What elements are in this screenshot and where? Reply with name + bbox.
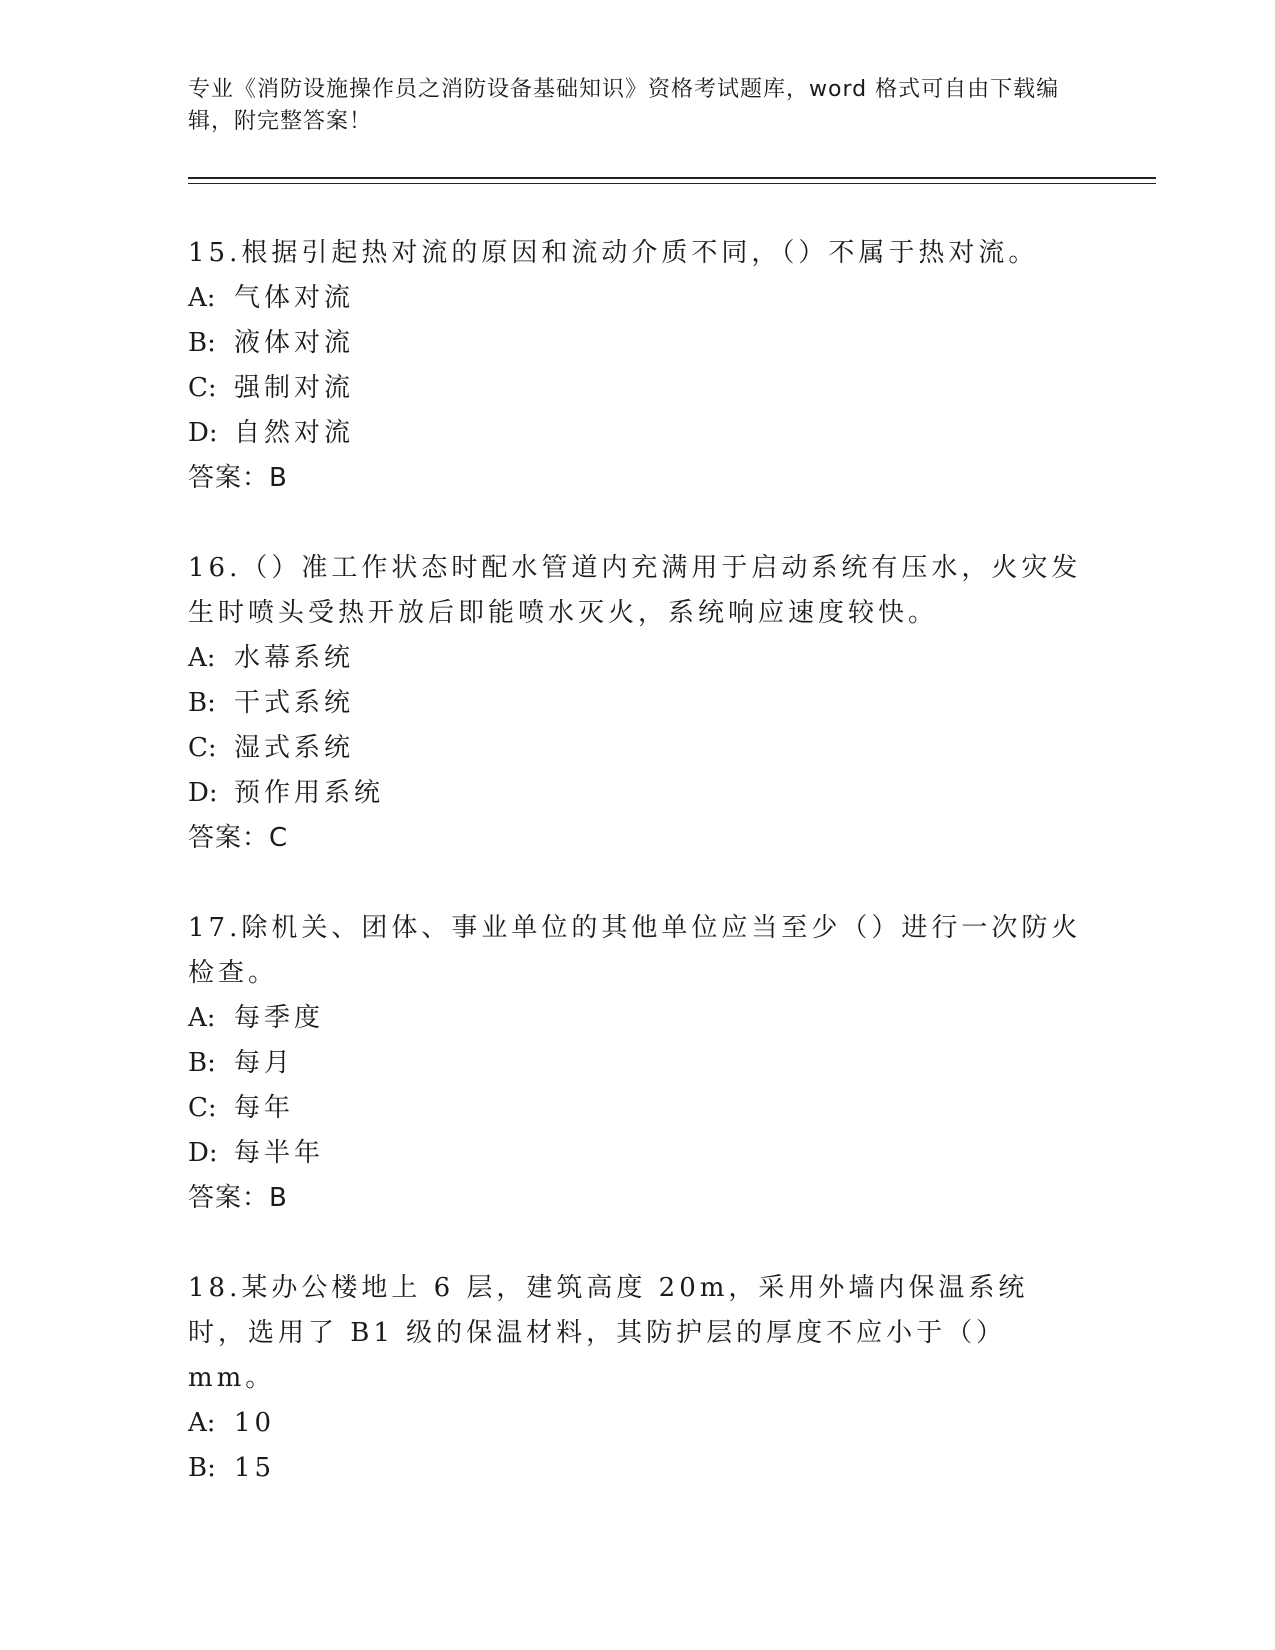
option-text: 湿式系统 [234,733,355,763]
question-17 [188,906,1088,1221]
option-letter: B: [188,328,216,358]
option-text: 10 [234,1408,276,1438]
question-list [188,231,1088,1536]
option-text: 每月 [234,1048,295,1078]
option-letter: C: [188,373,217,403]
option-c [188,366,1088,411]
option-d [188,771,1088,816]
option-a [188,996,1088,1041]
option-text: 每季度 [234,1003,325,1033]
option-letter: A: [188,643,216,673]
option-letter: C: [188,733,217,763]
header-intro-text: 专业《消防设施操作员之消防设备基础知识》资格考试题库，word 格式可自由下载编辑，附完整答案！ [188,77,1060,134]
option-text: 自然对流 [234,418,355,448]
option-letter: D: [188,418,218,448]
option-letter: A: [188,1003,216,1033]
option-text: 预作用系统 [234,778,385,808]
header-divider-thick [188,177,1156,179]
option-letter: D: [188,778,218,808]
document-header [188,74,1088,138]
option-text: 强制对流 [234,373,355,403]
question-stem: 17.除机关、团体、事业单位的其他单位应当至少（）进行一次防火检查。 [188,913,1082,988]
option-text: 每年 [234,1093,295,1123]
option-b [188,321,1088,366]
option-letter: B: [188,1048,216,1078]
option-text: 气体对流 [234,283,355,313]
option-d [188,1131,1088,1176]
option-b [188,1446,1088,1491]
option-text: 水幕系统 [234,643,355,673]
option-letter: C: [188,1093,217,1123]
option-d [188,411,1088,456]
option-letter: A: [188,283,216,313]
answer-line: 答案：B [188,463,288,493]
option-c [188,1086,1088,1131]
question-16 [188,546,1088,861]
option-letter: B: [188,688,216,718]
option-c [188,726,1088,771]
option-letter: D: [188,1138,218,1168]
option-b [188,681,1088,726]
option-b [188,1041,1088,1086]
option-text: 每半年 [234,1138,325,1168]
question-stem: 15.根据引起热对流的原因和流动介质不同，（）不属于热对流。 [188,238,1039,268]
option-text: 15 [234,1453,276,1483]
question-stem: 16.（）准工作状态时配水管道内充满用于启动系统有压水，火灾发生时喷头受热开放后即能喷水灭火，系统响应速度较快。 [188,553,1082,628]
option-letter: A: [188,1408,216,1438]
question-15 [188,231,1088,501]
option-a [188,276,1088,321]
question-18 [188,1266,1088,1491]
option-a [188,636,1088,681]
option-a [188,1401,1088,1446]
option-letter: B: [188,1453,216,1483]
answer-line: 答案：C [188,823,289,853]
answer-line: 答案：B [188,1183,288,1213]
question-stem: 18.某办公楼地上 6 层，建筑高度 20m，采用外墙内保温系统时，选用了 B1 级的保温材料，其防护层的厚度不应小于（）mm。 [188,1273,1029,1393]
header-divider-thin [188,183,1156,184]
option-text: 干式系统 [234,688,355,718]
option-text: 液体对流 [234,328,355,358]
